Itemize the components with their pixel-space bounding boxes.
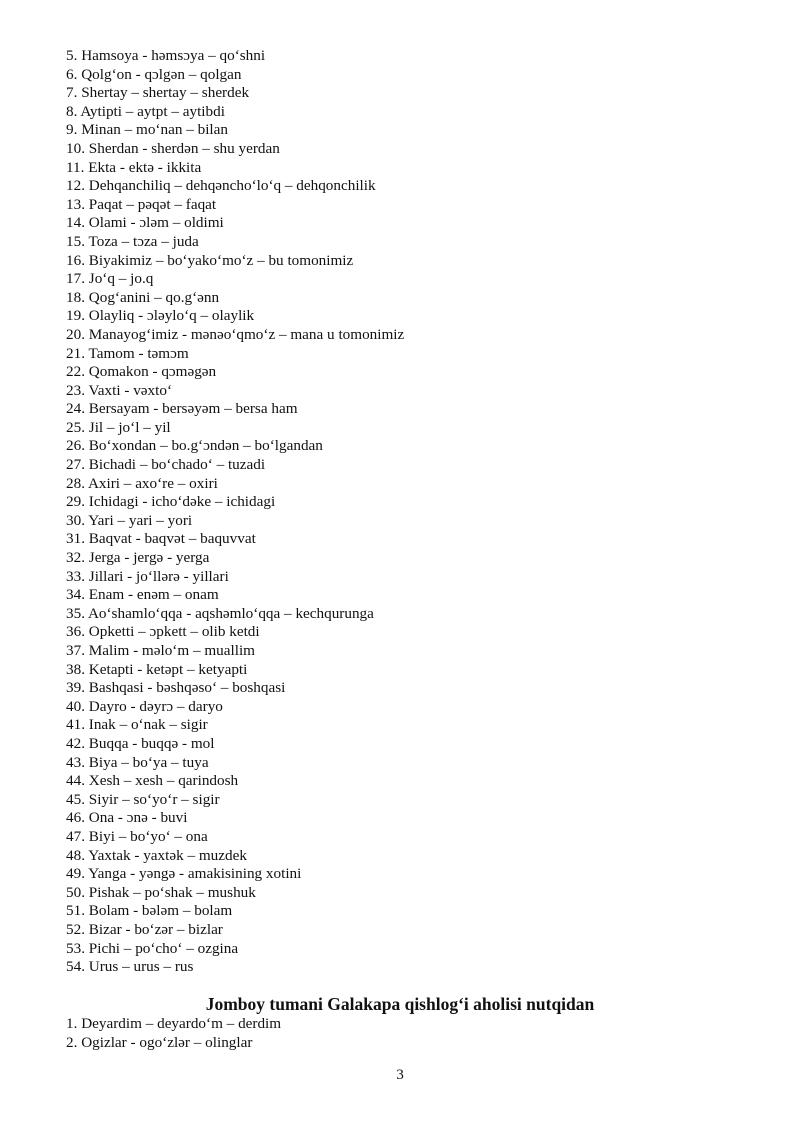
- list-item: 23. Vaxti - vəxto‘: [66, 381, 173, 399]
- list-item: 38. Ketapti - ketəpt – ketyapti: [66, 660, 248, 678]
- list-item: 19. Olayliq - ɔləylo‘q – olaylik: [66, 307, 255, 325]
- list-item: 28. Axiri – axo‘re – oxiri: [66, 474, 218, 492]
- list-item: 21. Tamom - təmɔm: [66, 344, 189, 362]
- list-item: 5. Hamsoya - həmsɔya – qo‘shni: [66, 47, 266, 64]
- list-item: 40. Dayro - dəyrɔ – daryo: [66, 697, 223, 715]
- list-item: 18. Qog‘anini – qo.g‘ənn: [66, 288, 220, 306]
- list-item: 25. Jil – jo‘l – yil: [66, 418, 171, 436]
- page-number: 3: [396, 1066, 404, 1083]
- list-item: 42. Buqqa - buqqə - mol: [66, 734, 215, 752]
- list-item: 54. Urus – urus – rus: [66, 958, 194, 976]
- list-item: 8. Aytipti – aytpt – aytibdi: [66, 102, 225, 120]
- list-item: 6. Qolg‘on - qɔlgən – qolgan: [66, 65, 242, 83]
- list-item: 30. Yari – yari – yori: [66, 511, 193, 529]
- list-item: 47. Biyi – bo‘yo‘ – ona: [66, 827, 208, 845]
- list-item: 2. Ogizlar - ogo‘zlər – olinglar: [66, 1033, 253, 1051]
- list-item: 7. Shertay – shertay – sherdek: [66, 84, 250, 102]
- list-item: 22. Qomakon - qɔməgən: [66, 363, 217, 381]
- list-item: 49. Yanga - yəngə - amakisining xotini: [66, 865, 302, 883]
- list-item: 53. Pichi – po‘cho‘ – ozgina: [66, 939, 239, 957]
- list-item: 35. Ao‘shamlo‘qqa - aqshəmlo‘qqa – kechqurunga: [66, 604, 374, 622]
- list-item: 39. Bashqasi - bəshqəso‘ – boshqasi: [66, 679, 286, 697]
- list-item: 50. Pishak – po‘shak – mushuk: [66, 883, 256, 901]
- list-item: 27. Bichadi – bo‘chado‘ – tuzadi: [66, 456, 266, 474]
- list-item: 41. Inak – o‘nak – sigir: [66, 716, 208, 734]
- list-item: 52. Bizar - bo‘zər – bizlar: [66, 920, 223, 938]
- list-item: 51. Bolam - bələm – bolam: [66, 902, 233, 920]
- list-item: 13. Paqat – pəqət – faqat: [66, 195, 217, 213]
- list-item: 10. Sherdan - sherdən – shu yerdan: [66, 139, 280, 157]
- list-item: 1. Deyardim – deyardo‘m – derdim: [66, 1015, 282, 1032]
- list-item: 43. Biya – bo‘ya – tuya: [66, 753, 209, 771]
- list-item: 36. Opketti – ɔpkett – olib ketdi: [66, 623, 260, 641]
- list-item: 12. Dehqanchiliq – dehqəncho‘lo‘q – dehqonchilik: [66, 177, 376, 195]
- list-item: 44. Xesh – xesh – qarindosh: [66, 772, 239, 790]
- list-item: 14. Olami - ɔləm – oldimi: [66, 214, 224, 232]
- list-item: 32. Jerga - jergə - yerga: [66, 549, 210, 567]
- list-item: 29. Ichidagi - icho‘dəke – ichidagi: [66, 493, 276, 511]
- list-item: 9. Minan – mo‘nan – bilan: [66, 121, 228, 139]
- list-item: 34. Enam - enəm – onam: [66, 586, 219, 604]
- list-item: 45. Siyir – so‘yo‘r – sigir: [66, 790, 220, 808]
- dialect-word-list: [66, 47, 404, 977]
- section-word-list: [66, 1015, 281, 1052]
- list-item: 31. Baqvat - baqvət – baquvvat: [66, 530, 256, 548]
- list-item: 33. Jillari - jo‘llərə - yillari: [66, 567, 229, 585]
- list-item: 48. Yaxtak - yaxtək – muzdek: [66, 846, 247, 864]
- list-item: 26. Bo‘xondan – bo.g‘ɔndən – bo‘lgandan: [66, 437, 323, 455]
- list-item: 17. Jo‘q – jo.q: [66, 270, 154, 288]
- list-item: 16. Biyakimiz – bo‘yako‘mo‘z – bu tomonimiz: [66, 251, 354, 269]
- section-title: Jomboy tumani Galakapa qishlog‘i aholisi nutqidan: [205, 994, 595, 1014]
- list-item: 20. Manayog‘imiz - mənəo‘qmo‘z – mana u tomonimiz: [66, 325, 405, 343]
- list-item: 37. Malim - məlo‘m – muallim: [66, 642, 255, 659]
- list-item: 15. Toza – tɔza – juda: [66, 232, 199, 250]
- list-item: 24. Bersayam - bersəyəm – bersa ham: [66, 400, 298, 418]
- list-item: 11. Ekta - ektə - ikkita: [66, 158, 202, 176]
- list-item: 46. Ona - ɔnə - buvi: [66, 809, 188, 827]
